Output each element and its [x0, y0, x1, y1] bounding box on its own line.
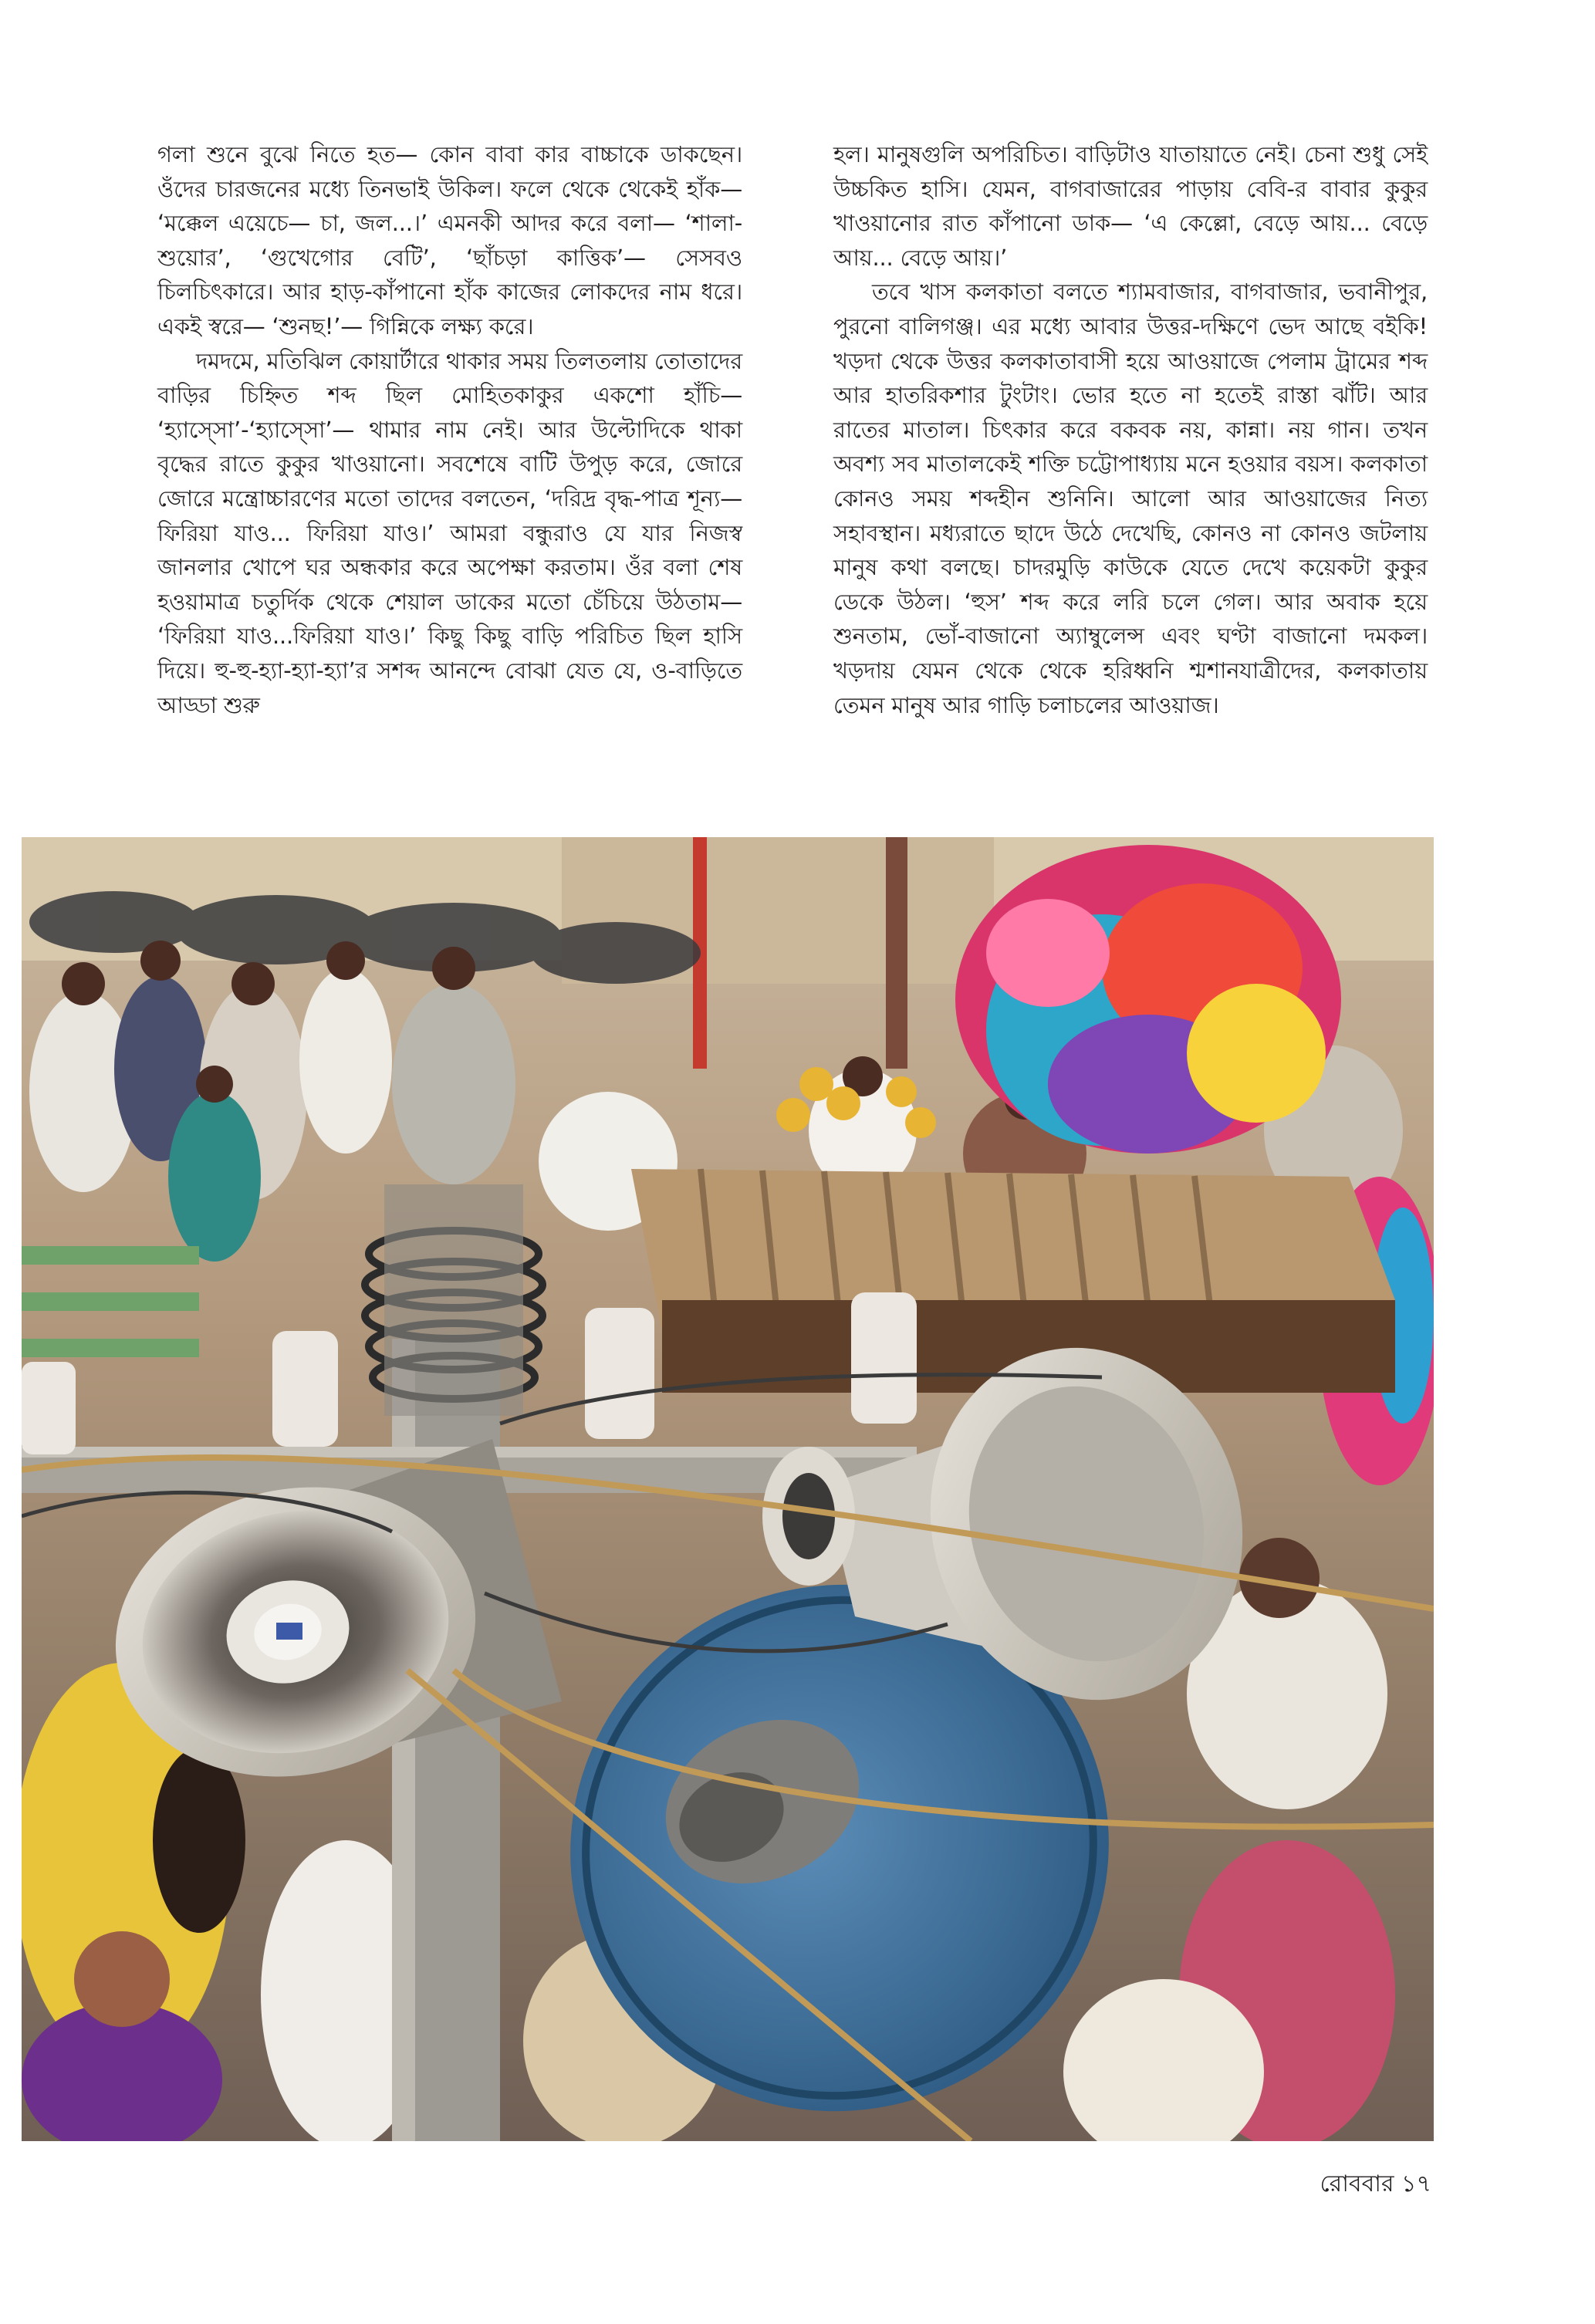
paragraph-4: তবে খাস কলকাতা বলতে শ্যামবাজার, বাগবাজার, ভবানীপুর, পুরনো বালিগঞ্জ। এর মধ্যে আবার উত্তর-দক্ষিণে ভেদ আছে বইকি! খড়দা থেকে উত্তর কলকাতাবাসী হয়ে আওয়াজে পেলাম ট্রামের শব্দ আর হাতরিকশার টুংটাং। ভোর হতে না হতেই রাস্তা ঝাঁট। আর রাতের মাতাল। চিৎকার করে বকবক নয়, কান্না। নয় গান। তখন অবশ্য সব মাতালকেই শক্তি চট্টোপাধ্যায় মনে হওয়ার বয়স। কলকাতা কোনও সময় শব্দহীন শুনিনি। আলো আর আওয়াজের নিত্য সহাবস্থান। মধ্যরাতে ছাদে উঠে দেখেছি, কোনও না কোনও জটলায় মানুষ কথা বলছে। চাদরমুড়ি কাউকে যেতে দেখে কয়েকটা কুকুর ডেকে উঠল। ‘হুস’ শব্দ করে লরি চলে গেল। আর অবাক হয়ে শুনতাম, ভোঁ-বাজানো অ্যাম্বুলেন্স এবং ঘণ্টা বাজানো দমকল। খড়দায় যেমন থেকে থেকে হরিধ্বনি শ্মশানযাত্রীদের, কলকাতায় তেমন মানুষ আর গাড়ি চলাচলের আওয়াজ। — [833, 279, 1428, 718]
article-column-left — [157, 137, 742, 722]
street-loudspeakers-photo — [22, 837, 1434, 2141]
paragraph-2: দমদমে, মতিঝিল কোয়ার্টারে থাকার সময় তিলতলায় তোতাদের বাড়ির চিহ্নিত শব্দ ছিল মোহিতকাকুর একশো হাঁচি— ‘হ্যাস্সো’-‘হ্যাস্সো’— থামার নাম নেই। আর উল্টোদিকে থাকা বৃদ্ধের রাতে কুকুর খাওয়ানো। সবশেষে বাটি উপুড় করে, জোরে জোরে মন্ত্রোচ্চারণের মতো তাদের বলতেন, ‘দরিদ্র বৃদ্ধ-পাত্র শূন্য— ফিরিয়া যাও... ফিরিয়া যাও।’ আমরা বন্ধুরাও যে যার নিজস্ব জানলার খোপে ঘর অন্ধকার করে অপেক্ষা করতাম। ওঁর বলা শেষ হওয়ামাত্র চতুর্দিক থেকে শেয়াল ডাকের মতো চেঁচিয়ে উঠতাম— ‘ফিরিয়া যাও...ফিরিয়া যাও।’ কিছু কিছু বাড়ি পরিচিত ছিল হাসি দিয়ে। হু-হু-হ্যা-হ্যা-হ্যা’র সশব্দ আনন্দে বোঝা যেত যে, ও-বাড়িতে আড্ডা শুরু — [157, 347, 742, 718]
paragraph-1: গলা শুনে বুঝে নিতে হত— কোন বাবা কার বাচ্চাকে ডাকছেন। ওঁদের চারজনের মধ্যে তিনভাই উকিল। ফলে থেকে থেকেই হাঁক— ‘মক্কেল এয়েচে— চা, জল...।’ এমনকী আদর করে বলা— ‘শালা-শুয়োর’, ‘গুখেগোর বেটি’, ‘ছাঁচড়া কাত্তিক’— সেসবও চিলচিৎকারে। আর হাড়-কাঁপানো হাঁক কাজের লোকদের নাম ধরে। একই স্বরে— ‘শুনছ!’— গিন্নিকে লক্ষ্য করে। — [157, 141, 742, 339]
article-column-right — [833, 137, 1428, 722]
paragraph-3: হল। মানুষগুলি অপরিচিত। বাড়িটাও যাতায়াতে নেই। চেনা শুধু সেই উচ্চকিত হাসি। যেমন, বাগবাজারের পাড়ায় বেবি-র বাবার কুকুর খাওয়ানোর রাত কাঁপানো ডাক— ‘এ কেল্লো, বেড়ে আয়... বেড়ে আয়... বেড়ে আয়।’ — [833, 141, 1428, 271]
page-folio: রোববার ১৭ — [1320, 2170, 1431, 2197]
